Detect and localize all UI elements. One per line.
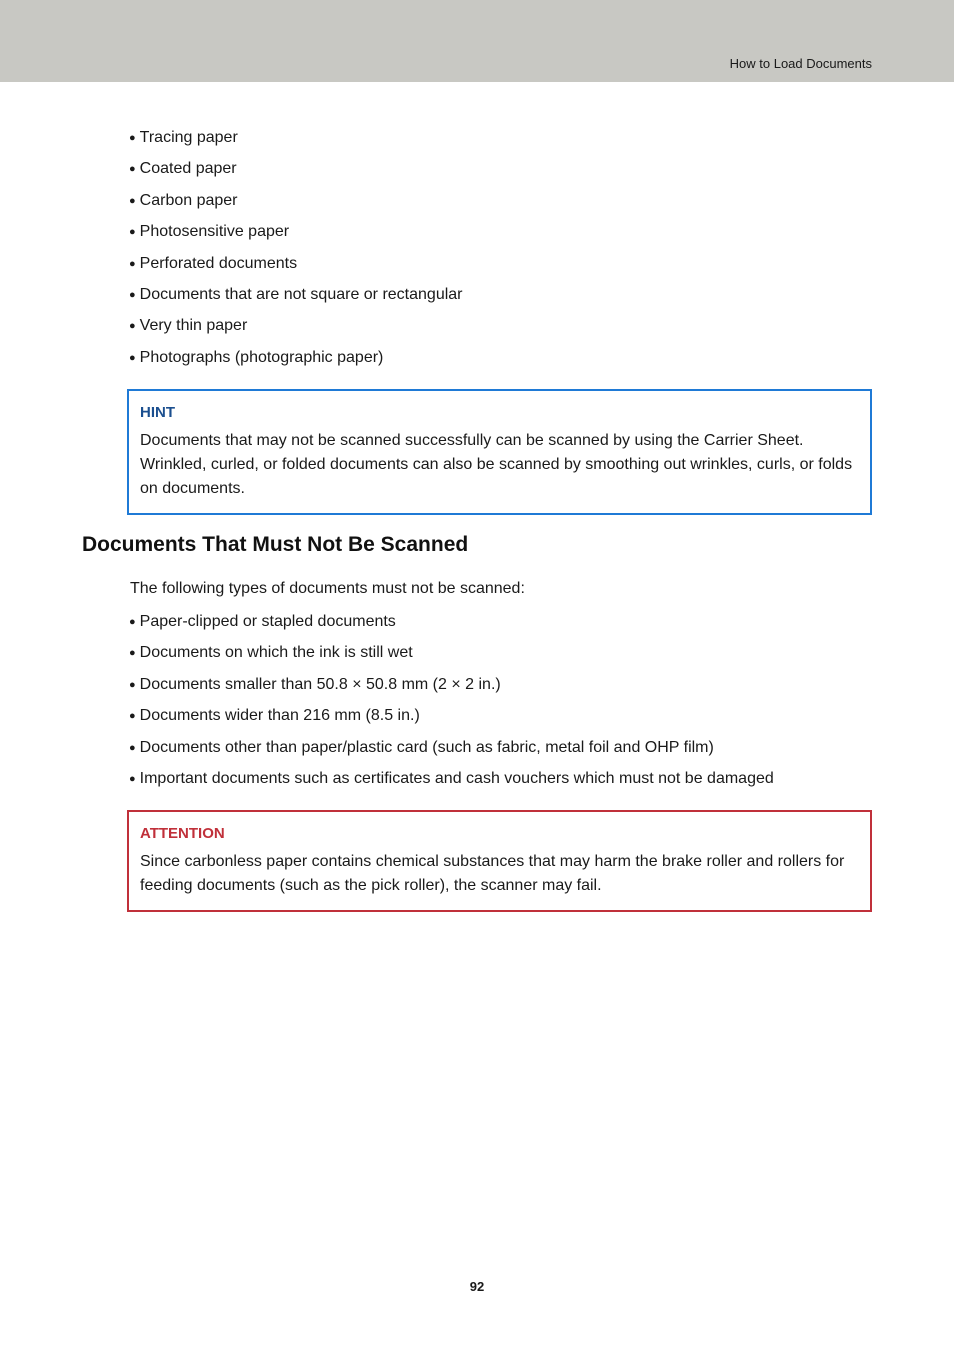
list-item: ● Documents that are not square or rectangular (129, 285, 463, 316)
page-number: 92 (469, 1279, 485, 1294)
unsuitable-documents-list (129, 128, 463, 379)
header-title: How to Load Documents (729, 56, 872, 71)
page-header (0, 0, 954, 82)
section-heading: Documents That Must Not Be Scanned (82, 533, 469, 556)
attention-text: Since carbonless paper contains chemical substances that may harm the brake roller and rollers for feeding documents (such as the pick roller), the scanner may fail. (140, 853, 845, 894)
attention-box (127, 810, 872, 912)
list-item: ● Documents on which the ink is still wet (129, 643, 774, 674)
list-item: ● Documents smaller than 50.8 × 50.8 mm (2 × 2 in.) (129, 675, 774, 706)
list-item: ● Paper-clipped or stapled documents (129, 612, 774, 643)
list-item: ● Carbon paper (129, 191, 463, 222)
attention-label: ATTENTION (140, 825, 225, 842)
list-item: ● Documents wider than 216 mm (8.5 in.) (129, 706, 774, 737)
hint-label: HINT (140, 404, 175, 421)
prohibited-documents-list (129, 612, 774, 800)
list-item: ● Photosensitive paper (129, 222, 463, 253)
list-item: ● Tracing paper (129, 128, 463, 159)
list-item: ● Perforated documents (129, 254, 463, 285)
list-item: ● Documents other than paper/plastic card (such as fabric, metal foil and OHP film) (129, 738, 774, 769)
list-item: ● Important documents such as certificates and cash vouchers which must not be damaged (129, 769, 774, 800)
section-intro: The following types of documents must not be scanned: (130, 580, 525, 597)
list-item: ● Photographs (photographic paper) (129, 348, 463, 379)
list-item: ● Very thin paper (129, 316, 463, 347)
hint-text: Documents that may not be scanned successfully can be scanned by using the Carrier Sheet. Wrinkled, curled, or folded documents can also be scanned by smoothing out wrinkles, curls, or folds on documents. (140, 432, 853, 497)
list-item: ● Coated paper (129, 159, 463, 190)
hint-box (127, 389, 872, 515)
